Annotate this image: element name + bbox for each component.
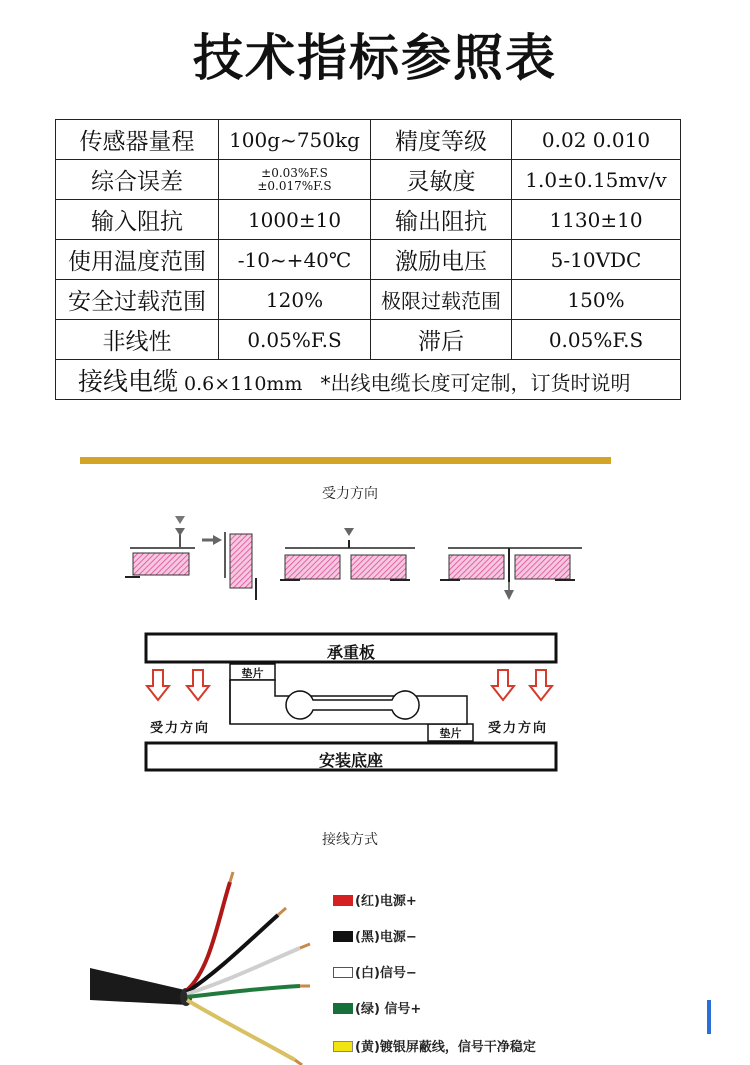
spec-value: 0.05%F.S bbox=[512, 320, 681, 360]
spec-table bbox=[55, 119, 681, 400]
cable-label: 接线电缆 bbox=[78, 366, 179, 396]
swatch-yellow bbox=[333, 1041, 353, 1052]
spec-value: 1130±10 bbox=[512, 200, 681, 240]
spec-value: 0.05%F.S bbox=[219, 320, 371, 360]
spec-key: 传感器量程 bbox=[56, 120, 219, 160]
legend-text: (红)电源+ bbox=[355, 894, 417, 909]
spec-key: 精度等级 bbox=[371, 120, 512, 160]
spec-value: 1.0±0.15mv/v bbox=[512, 160, 681, 200]
spec-value: -10~+40℃ bbox=[219, 240, 371, 280]
legend-item-white bbox=[333, 962, 417, 981]
spec-key: 使用温度范围 bbox=[56, 240, 219, 280]
swatch-red bbox=[333, 895, 353, 906]
spec-key: 极限过载范围 bbox=[371, 280, 512, 320]
table-row bbox=[56, 240, 681, 280]
table-row bbox=[56, 160, 681, 200]
base-label: 安装底座 bbox=[318, 751, 383, 770]
spec-value: 5-10VDC bbox=[512, 240, 681, 280]
spec-value: 100g~750kg bbox=[219, 120, 371, 160]
force-label-left: 受力方向 bbox=[150, 721, 211, 736]
legend-text: (黑)电源− bbox=[355, 930, 417, 945]
config-pull-load bbox=[440, 548, 582, 600]
config-side-mount bbox=[125, 516, 256, 600]
legend-text: (绿) 信号+ bbox=[355, 1002, 422, 1017]
page-title: 技术指标参照表 bbox=[193, 29, 557, 87]
table-row bbox=[56, 200, 681, 240]
legend-item-yellow bbox=[333, 1036, 536, 1055]
divider-gold bbox=[80, 457, 611, 464]
swatch-white bbox=[333, 967, 353, 978]
legend-text: (白)信号− bbox=[355, 966, 417, 981]
table-row bbox=[56, 320, 681, 360]
edge-mark bbox=[707, 1000, 711, 1034]
cable-note: *出线电缆长度可定制，订货时说明 bbox=[320, 370, 631, 395]
wiring-title: 接线方式 bbox=[322, 832, 378, 848]
spec-value-error bbox=[219, 160, 371, 200]
spec-value: 1000±10 bbox=[219, 200, 371, 240]
table-row bbox=[56, 280, 681, 320]
spec-key: 非线性 bbox=[56, 320, 219, 360]
table-row bbox=[56, 120, 681, 160]
spec-value: 120% bbox=[219, 280, 371, 320]
cable-value: 0.6×110mm bbox=[184, 372, 303, 395]
spec-key: 激励电压 bbox=[371, 240, 512, 280]
top-plate-label: 承重板 bbox=[326, 643, 375, 662]
force-label-right: 受力方向 bbox=[488, 721, 549, 736]
cable-cell bbox=[56, 360, 681, 400]
spec-key: 灵敏度 bbox=[371, 160, 512, 200]
legend-item-black bbox=[333, 926, 417, 945]
legend-item-red bbox=[333, 890, 417, 909]
spec-key: 安全过载范围 bbox=[56, 280, 219, 320]
error-line-1: ±0.03%F.S bbox=[261, 165, 328, 180]
spec-value: 0.02 0.010 bbox=[512, 120, 681, 160]
swatch-green bbox=[333, 1003, 353, 1014]
legend-item-green bbox=[333, 998, 421, 1017]
config-top-load bbox=[280, 528, 415, 580]
force-diagram bbox=[0, 470, 750, 790]
table-row-cable bbox=[56, 360, 681, 400]
pad-label-bottom: 垫片 bbox=[439, 727, 462, 740]
cable-drawing bbox=[90, 870, 330, 1065]
error-line-2: ±0.017%F.S bbox=[257, 178, 332, 193]
spec-key: 输入阻抗 bbox=[56, 200, 219, 240]
spec-key: 综合误差 bbox=[56, 160, 219, 200]
swatch-black bbox=[333, 931, 353, 942]
pad-label-top: 垫片 bbox=[241, 667, 264, 680]
force-section-title: 受力方向 bbox=[322, 486, 378, 502]
legend-text: (黄)镀银屏蔽线，信号干净稳定 bbox=[355, 1040, 536, 1055]
spec-value: 150% bbox=[512, 280, 681, 320]
spec-key: 输出阻抗 bbox=[371, 200, 512, 240]
spec-key: 滞后 bbox=[371, 320, 512, 360]
